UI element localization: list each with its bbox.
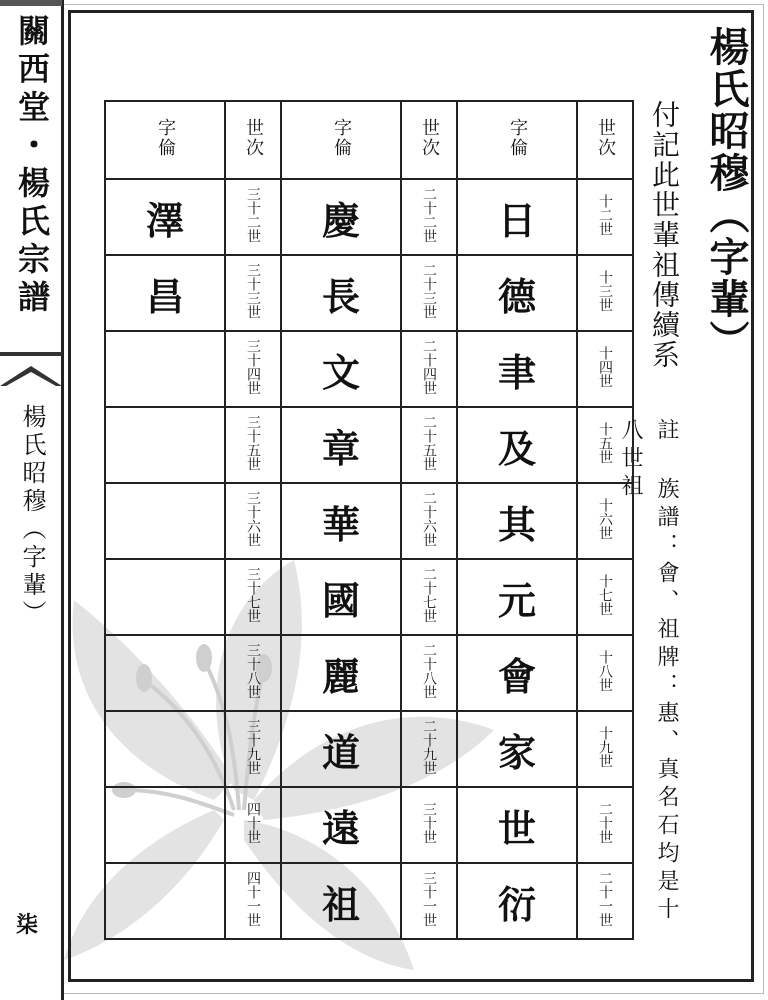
- section-label: 楊氏昭穆（字輩）: [18, 404, 46, 628]
- generation-cell: 三十四世: [225, 331, 281, 407]
- generation-cell: 十四世: [577, 331, 633, 407]
- character-cell: [105, 559, 225, 635]
- character-cell: 麗: [281, 635, 401, 711]
- generation-cell: 三十一世: [401, 863, 457, 939]
- character-cell: 其: [457, 483, 577, 559]
- header-character: 字倫: [281, 101, 401, 179]
- sidebar-top-bar: [0, 0, 62, 6]
- character-cell: 元: [457, 559, 577, 635]
- generation-cell: 十二世: [577, 179, 633, 255]
- header-generation: 世次: [577, 101, 633, 179]
- generation-cell: 二十六世: [401, 483, 457, 559]
- page-number: 柒: [16, 912, 39, 938]
- character-cell: 遠: [281, 787, 401, 863]
- table-row: [105, 787, 633, 863]
- generation-cell: 十八世: [577, 635, 633, 711]
- page-title: 楊氏昭穆（字輩）: [703, 26, 750, 362]
- generation-cell: 三十世: [401, 787, 457, 863]
- character-cell: [105, 711, 225, 787]
- character-cell: 國: [281, 559, 401, 635]
- character-cell: 世: [457, 787, 577, 863]
- generation-cell: 十九世: [577, 711, 633, 787]
- character-cell: 文: [281, 331, 401, 407]
- character-cell: 家: [457, 711, 577, 787]
- table-row: [105, 331, 633, 407]
- generation-cell: 十五世: [577, 407, 633, 483]
- sidebar: [0, 0, 64, 1000]
- generation-cell: 十三世: [577, 255, 633, 331]
- page-subtitle: 付記此世輩祖傳續系: [648, 100, 681, 370]
- table-row: [105, 559, 633, 635]
- generation-cell: 二十五世: [401, 407, 457, 483]
- generation-cell: 二十七世: [401, 559, 457, 635]
- character-cell: [105, 787, 225, 863]
- character-cell: 及: [457, 407, 577, 483]
- character-cell: 聿: [457, 331, 577, 407]
- character-cell: [105, 635, 225, 711]
- table-row: [105, 407, 633, 483]
- character-cell: 德: [457, 255, 577, 331]
- generation-cell: 三十七世: [225, 559, 281, 635]
- generation-cell: 二十八世: [401, 635, 457, 711]
- character-cell: [105, 331, 225, 407]
- table-row: [105, 711, 633, 787]
- character-cell: 祖: [281, 863, 401, 939]
- table-row: [105, 483, 633, 559]
- generation-cell: 四十一世: [225, 863, 281, 939]
- generation-cell: 三十八世: [225, 635, 281, 711]
- generation-cell: 三十九世: [225, 711, 281, 787]
- character-cell: 道: [281, 711, 401, 787]
- book-title: 關西堂・楊氏宗譜: [13, 14, 51, 318]
- generation-cell: 三十五世: [225, 407, 281, 483]
- character-cell: 昌: [105, 255, 225, 331]
- generation-cell: 二十三世: [401, 255, 457, 331]
- header-generation: 世次: [401, 101, 457, 179]
- generation-cell: 二十九世: [401, 711, 457, 787]
- footnote: 註 族譜：會、祖牌：惠、真名石均是十八世祖: [618, 418, 679, 925]
- section-tab-arrow-icon: [0, 364, 62, 386]
- table-row: [105, 255, 633, 331]
- character-cell: 衍: [457, 863, 577, 939]
- header-character: 字倫: [105, 101, 225, 179]
- character-cell: 長: [281, 255, 401, 331]
- character-cell: 章: [281, 407, 401, 483]
- character-cell: [105, 407, 225, 483]
- table-row: [105, 179, 633, 255]
- header-character: 字倫: [457, 101, 577, 179]
- table-row: [105, 863, 633, 939]
- generation-cell: 十七世: [577, 559, 633, 635]
- generation-table: [104, 100, 634, 940]
- generation-cell: 三十三世: [225, 255, 281, 331]
- generation-cell: 三十六世: [225, 483, 281, 559]
- character-cell: 慶: [281, 179, 401, 255]
- character-cell: 澤: [105, 179, 225, 255]
- header-generation: 世次: [225, 101, 281, 179]
- generation-cell: 二十二世: [401, 179, 457, 255]
- generation-cell: 四十世: [225, 787, 281, 863]
- generation-cell: 二十四世: [401, 331, 457, 407]
- character-cell: 會: [457, 635, 577, 711]
- generation-cell: 二十一世: [577, 863, 633, 939]
- table-row: [105, 635, 633, 711]
- character-cell: 華: [281, 483, 401, 559]
- generation-cell: 二十世: [577, 787, 633, 863]
- sidebar-divider: [0, 352, 62, 356]
- character-cell: 日: [457, 179, 577, 255]
- generation-cell: 十六世: [577, 483, 633, 559]
- character-cell: [105, 483, 225, 559]
- character-cell: [105, 863, 225, 939]
- generation-cell: 三十二世: [225, 179, 281, 255]
